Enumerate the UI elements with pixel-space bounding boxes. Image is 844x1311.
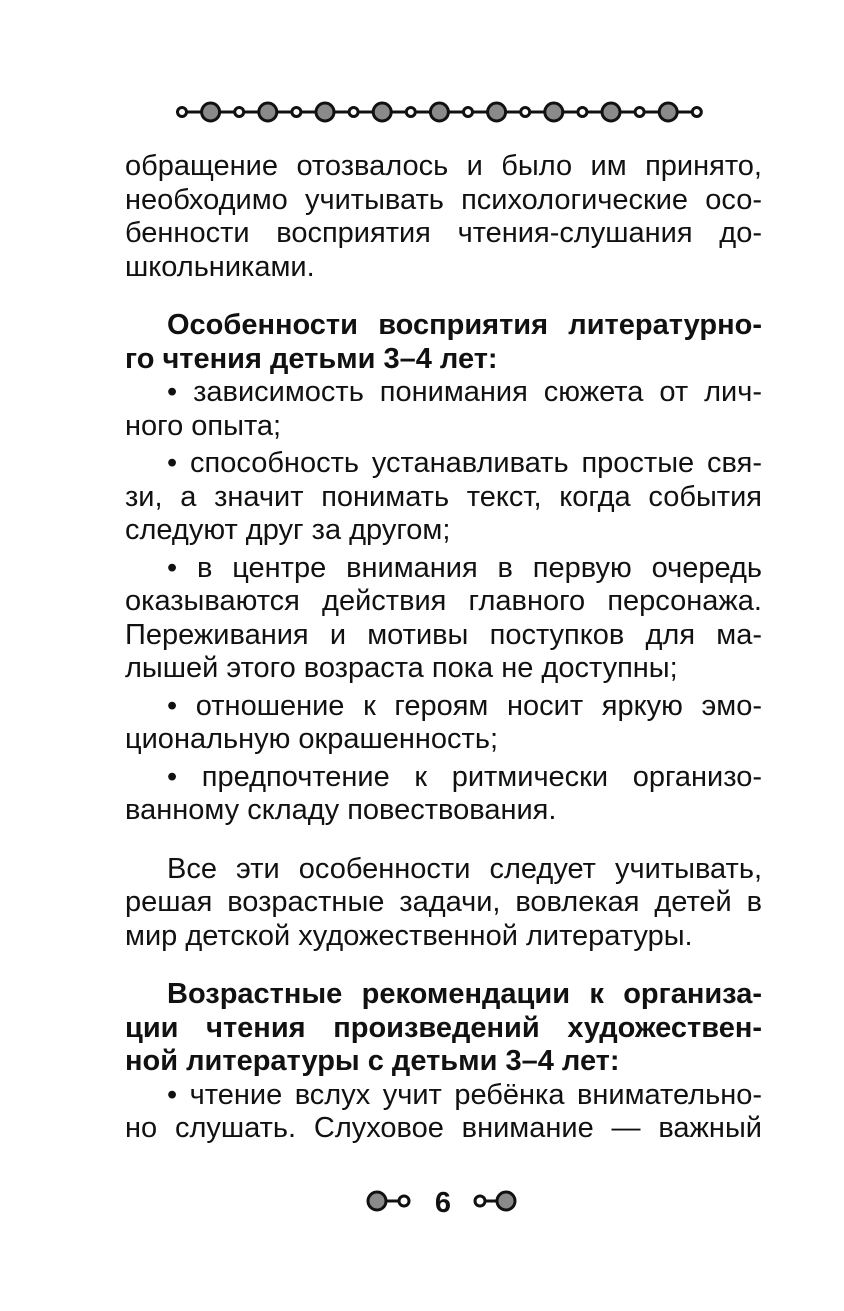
text-line: следуют друг за другом; [125,514,451,546]
heading-line: го чтения детьми 3–4 лет: [125,342,498,375]
chain-link-small [235,108,244,117]
text-line: • предпочтение к ритмически организо- [167,760,762,793]
text-line: • чтение вслух учит ребёнка внимательно- [167,1078,762,1111]
chain-link-large [602,103,620,121]
list-item [125,690,762,757]
section-heading-features [125,309,762,376]
chain-link-large [202,103,220,121]
chain-link-large [488,103,506,121]
chain-link-large [259,103,277,121]
text-line: • отношение к героям носит яркую эмо- [167,689,762,722]
summary-paragraph [125,853,762,954]
text-line: решая возрастные задачи, вовлекая детей в [125,886,762,918]
chain-link-large [430,103,448,121]
text-line: • в центре внимания в первую очередь [167,551,762,584]
footer-chain-left [368,1192,409,1210]
text-line: мир детской художественной литературы. [125,919,693,952]
chain-link-small [406,108,415,117]
spacer [125,953,762,978]
chain-link-large [373,103,391,121]
text-line: • зависимость понимания сюжета от лич- [167,376,762,408]
chain-link-small [292,108,301,117]
text-line: оказываются действия главного персонажа. [125,585,762,617]
list-item [125,1079,762,1146]
page-text [125,150,762,1146]
intro-paragraph [125,150,762,284]
text-line: ного опыта; [125,409,282,442]
footer-ornament [0,1185,844,1221]
heading-line: Особенности восприятия литературно- [167,309,762,341]
text-line: необходимо учитывать психологические осо- [125,183,762,216]
heading-line: Возрастные рекомендации к организа- [167,978,762,1010]
chain-link-small [635,108,644,117]
spacer [125,828,762,853]
chain-link-small [578,108,587,117]
spacer [125,284,762,309]
text-line: зи, а значит понимать текст, когда события [125,480,762,513]
heading-line: ной литературы с детьми 3–4 лет: [125,1045,620,1077]
text-line: циональную окрашенность; [125,723,499,755]
features-list [125,376,762,828]
page-number: 6 [434,1187,452,1219]
list-item [125,447,762,548]
text-line: Все эти особенности следует учитывать, [167,852,762,885]
chain-link-small [178,108,187,117]
text-line: Переживания и мотивы поступков для ма- [125,618,762,651]
list-item [125,552,762,686]
chain-link-small [349,108,358,117]
section-heading-recommendations [125,978,762,1079]
recommendations-list [125,1079,762,1146]
chain-ornament-top [176,99,711,125]
chain-link-small [521,108,530,117]
list-item [125,376,762,443]
chain-link-large [659,103,677,121]
text-line: но слушать. Слуховое внимание — важный [125,1112,762,1144]
footer-chain-right [475,1192,515,1210]
text-line: лышей этого возраста пока не доступны; [125,652,678,684]
text-line: школьниками. [125,250,315,283]
text-line: бенности восприятия чтения-слушания до- [125,217,762,249]
chain-link-large [316,103,334,121]
list-item [125,761,762,828]
text-line: ванному складу повествования. [125,794,557,826]
chain-link-large [545,103,563,121]
text-line: • способность устанавливать простые свя- [167,447,762,479]
text-line: обращение отозвалось и было им принято, [125,150,762,182]
chain-link-small [692,108,701,117]
chain-link-small [464,108,473,117]
heading-line: ции чтения произведений художествен- [125,1011,762,1044]
